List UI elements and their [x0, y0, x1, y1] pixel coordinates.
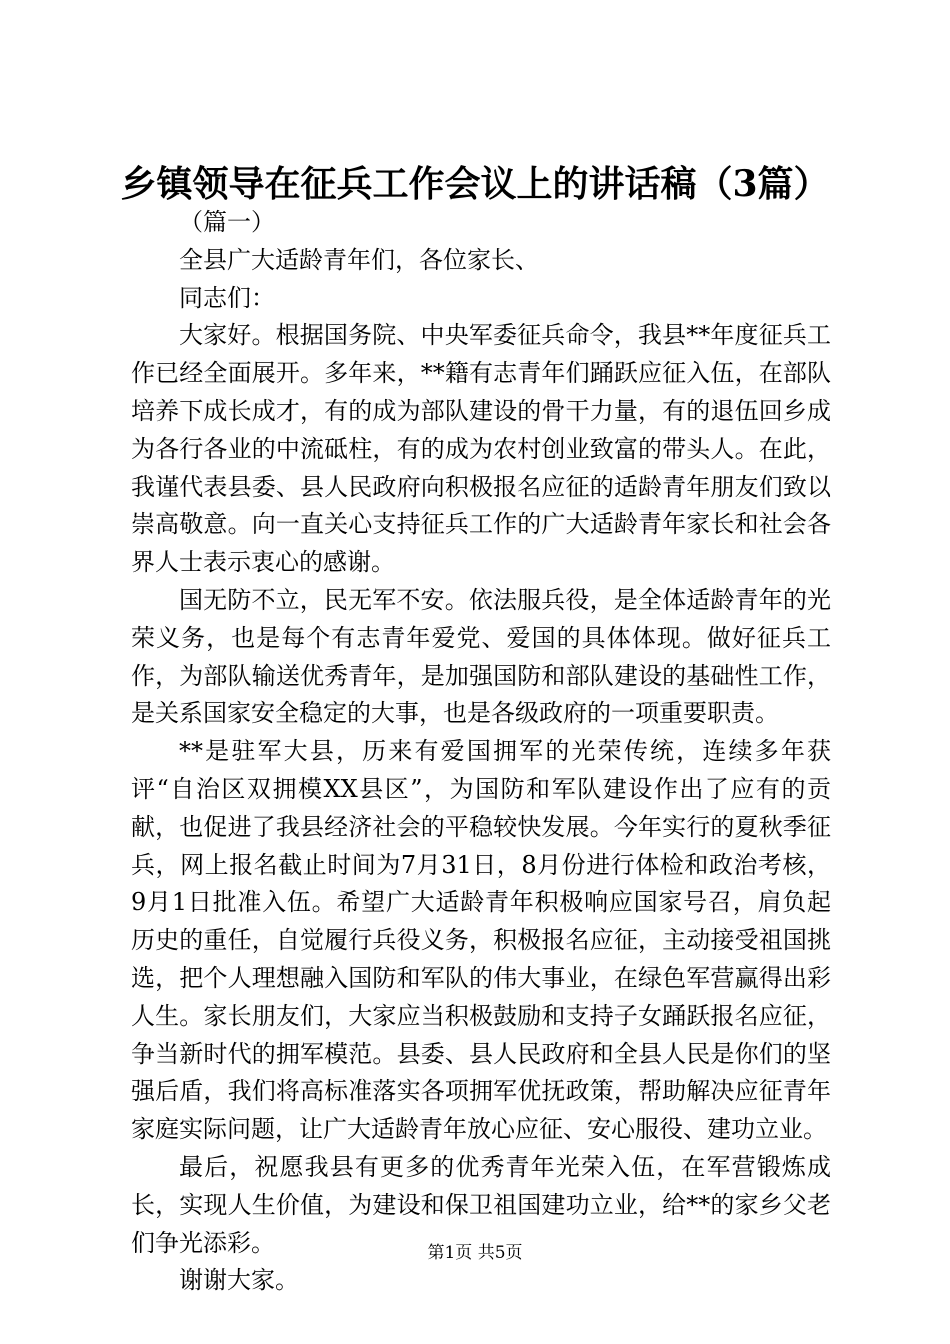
body-paragraph: 大家好。根据国务院、中央军委征兵命令，我县**年度征兵工作已经全面展开。多年来，**籍有志青年们踊跃应征入伍，在部队培养下成长成才，有的成为部队建设的骨干力量，有的退伍回乡成为各行各业的中流砥柱，有的成为农村创业致富的带头人。在此，我谨代表县委、县人民政府向积极报名应征的适龄青年朋友们致以崇高敬意。向一直关心支持征兵工作的广大适龄青年家长和社会各界人士表示衷心的感谢。 [131, 321, 831, 577]
body-paragraph: **是驻军大县，历来有爱国拥军的光荣传统，连续多年获评“自治区双拥模XX县区”，为国防和军队建设作出了应有的贡献，也促进了我县经济社会的平稳较快发展。今年实行的夏秋季征兵，网上报名截止时间为7月31日，8月份进行体检和政治考核，9月1日批准入伍。希望广大适龄青年积极响应国家号召，肩负起历史的重任，自觉履行兵役义务，积极报名应征，主动接受祖国挑选，把个人理想融入国防和军队的伟大事业，在绿色军营赢得出彩人生。家长朋友们，大家应当积极鼓励和支持子女踊跃报名应征，争当新时代的拥军模范。县委、县人民政府和全县人民是你们的坚强后盾，我们将高标准落实各项拥军优抚政策，帮助解决应征青年家庭实际问题，让广大适龄青年放心应征、安心服役、建功立业。 [131, 737, 831, 1144]
closing-line: 谢谢大家。 [179, 1266, 299, 1295]
salutation-line-1: 全县广大适龄青年们，各位家长、 [179, 245, 539, 274]
section-label: （篇一） [179, 208, 275, 236]
salutation-line-2: 同志们： [179, 283, 275, 312]
document-title: 乡镇领导在征兵工作会议上的讲话稿（3篇） [120, 163, 830, 205]
page-number: 第1页 共5页 [427, 1243, 523, 1263]
body-paragraph: 国无防不立，民无军不安。依法服兵役，是全体适龄青年的光荣义务，也是每个有志青年爱党、爱国的具体体现。做好征兵工作，为部队输送优秀青年，是加强国防和部队建设的基础性工作，是关系国家安全稳定的大事，也是各级政府的一项重要职责。 [131, 585, 831, 728]
document-body [131, 204, 831, 1300]
body-paragraph: 最后，祝愿我县有更多的优秀青年光荣入伍，在军营锻炼成长，实现人生价值，为建设和保卫祖国建功立业，给**的家乡父老们争光添彩。 [131, 1152, 831, 1257]
